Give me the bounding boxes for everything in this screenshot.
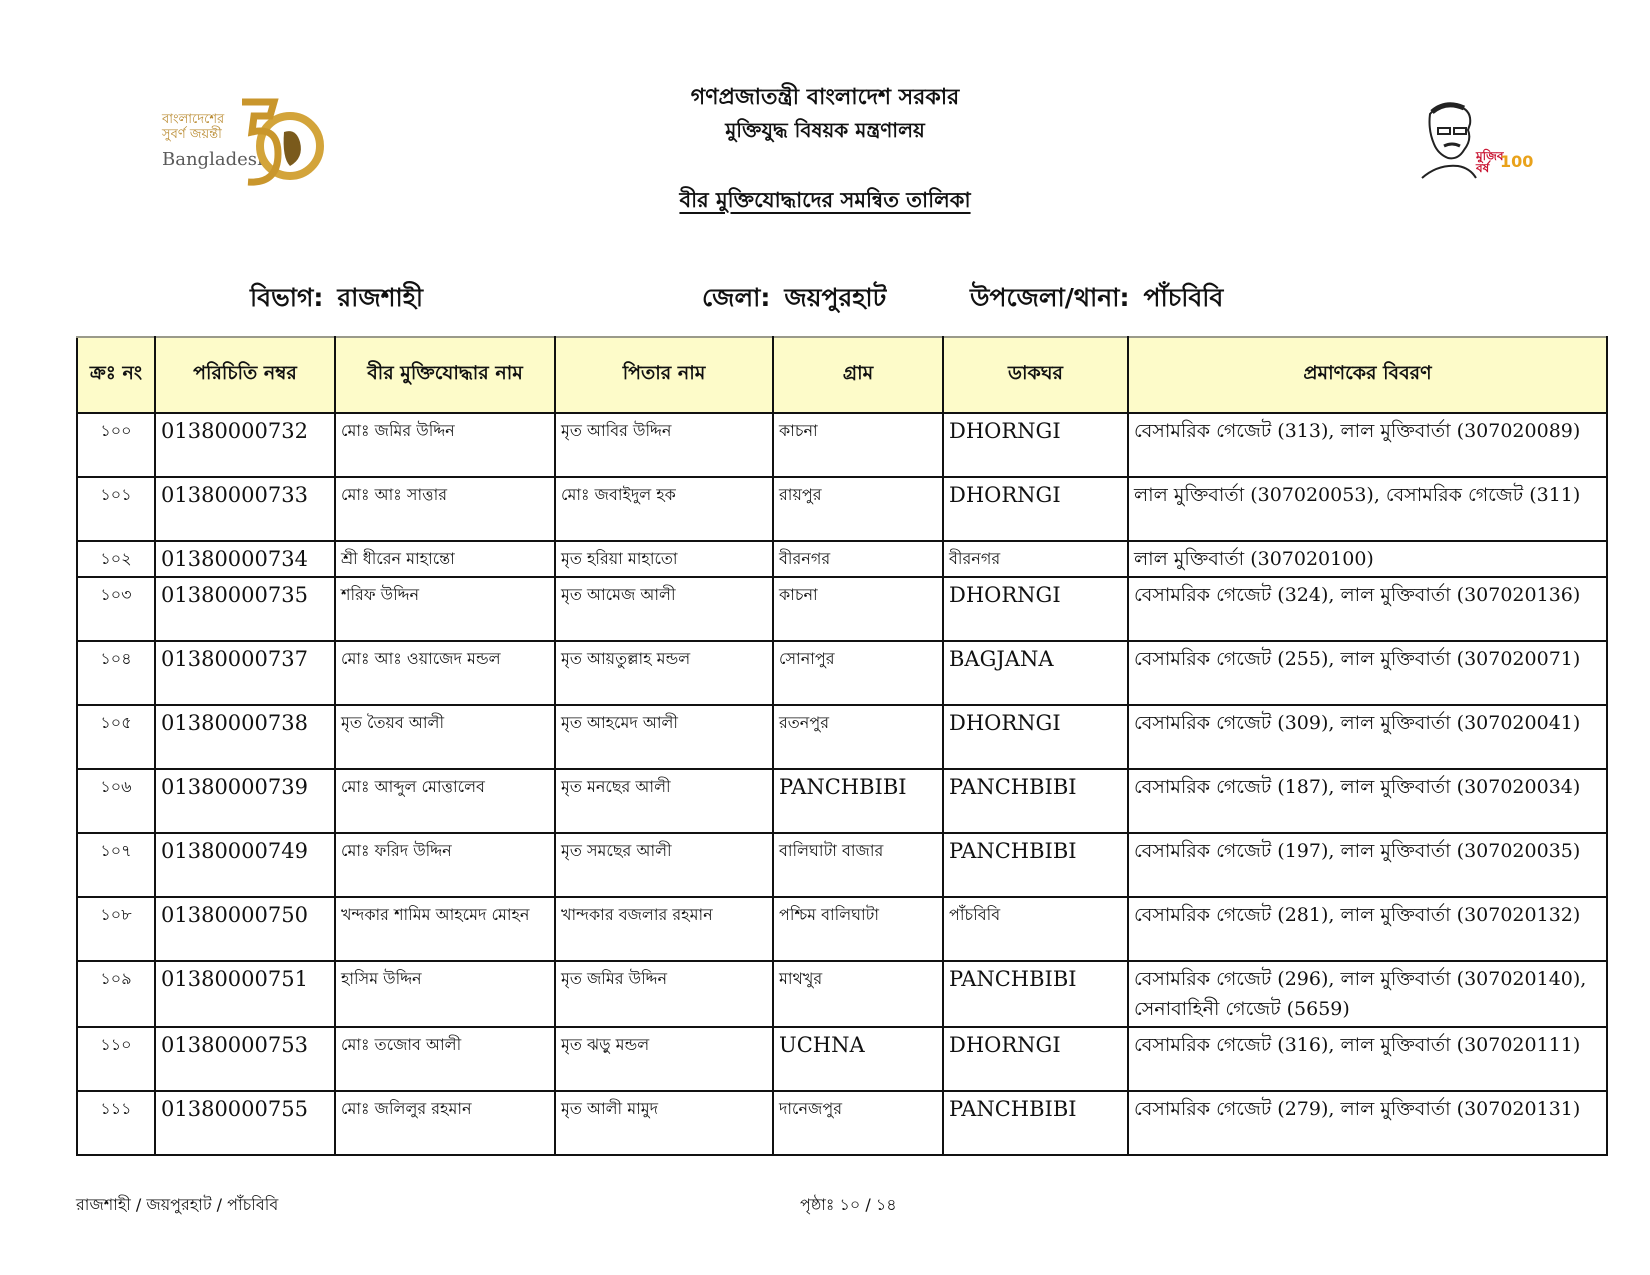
- column-header-serial: ক্রঃ নং: [77, 337, 155, 413]
- cell-father: মৃত জমির উদ্দিন: [555, 961, 773, 1027]
- freedom-fighters-table: [76, 336, 1608, 1156]
- division-value: রাজশাহী: [337, 283, 424, 312]
- cell-name: শ্রী ধীরেন মাহান্তো: [335, 541, 555, 577]
- cell-name: মোঃ আঃ ওয়াজেদ মন্ডল: [335, 641, 555, 705]
- cell-id: 01380000753: [155, 1027, 335, 1091]
- cell-serial: ১০৬: [77, 769, 155, 833]
- cell-serial: ১০৭: [77, 833, 155, 897]
- cell-serial: ১০৯: [77, 961, 155, 1027]
- cell-father: মৃত আমেজ আলী: [555, 577, 773, 641]
- cell-name: খন্দকার শামিম আহমেদ মোহন: [335, 897, 555, 961]
- cell-id: 01380000734: [155, 541, 335, 577]
- cell-father: মৃত আহমেদ আলী: [555, 705, 773, 769]
- cell-proof: বেসামরিক গেজেট (255), লাল মুক্তিবার্তা (307020071): [1128, 641, 1607, 705]
- cell-serial: ১০৩: [77, 577, 155, 641]
- cell-id: 01380000732: [155, 413, 335, 477]
- cell-father: মৃত মনছের আলী: [555, 769, 773, 833]
- cell-post-office: BAGJANA: [943, 641, 1128, 705]
- table-row: [77, 705, 1607, 769]
- table-row: [77, 577, 1607, 641]
- cell-village: পশ্চিম বালিঘাটা: [773, 897, 943, 961]
- district-label: জেলা:: [702, 283, 771, 312]
- cell-post-office: DHORNGI: [943, 413, 1128, 477]
- cell-name: মোঃ ফরিদ উদ্দিন: [335, 833, 555, 897]
- cell-id: 01380000737: [155, 641, 335, 705]
- district-field: [702, 278, 886, 321]
- footer-location: রাজশাহী / জয়পুরহাট / পাঁচবিবি: [76, 1195, 279, 1214]
- cell-serial: ১০২: [77, 541, 155, 577]
- cell-post-office: বীরনগর: [943, 541, 1128, 577]
- cell-name: মোঃ আব্দুল মোত্তালেব: [335, 769, 555, 833]
- cell-name: মৃত তৈয়ব আলী: [335, 705, 555, 769]
- upazila-label: উপজেলা/থানা:: [970, 283, 1130, 312]
- column-header-father: পিতার নাম: [555, 337, 773, 413]
- table-row: [77, 833, 1607, 897]
- column-header-proof: প্রমাণকের বিবরণ: [1128, 337, 1607, 413]
- cell-id: 01380000755: [155, 1091, 335, 1155]
- cell-proof: বেসামরিক গেজেট (279), লাল মুক্তিবার্তা (307020131): [1128, 1091, 1607, 1155]
- ministry-title: মুক্তিযুদ্ধ বিষয়ক মন্ত্রণালয়: [725, 118, 925, 142]
- table-header-row: [77, 337, 1607, 413]
- cell-id: 01380000733: [155, 477, 335, 541]
- district-value: জয়পুরহাট: [784, 283, 887, 312]
- upazila-field: [970, 278, 1223, 321]
- cell-post-office: পাঁচবিবি: [943, 897, 1128, 961]
- division-field: [250, 278, 423, 321]
- column-header-village: গ্রাম: [773, 337, 943, 413]
- cell-name: শরিফ উদ্দিন: [335, 577, 555, 641]
- upazila-value: পাঁচবিবি: [1143, 283, 1224, 312]
- cell-proof: বেসামরিক গেজেট (313), লাল মুক্তিবার্তা (307020089): [1128, 413, 1607, 477]
- cell-serial: ১০০: [77, 413, 155, 477]
- cell-post-office: PANCHBIBI: [943, 961, 1128, 1027]
- cell-proof: বেসামরিক গেজেট (197), লাল মুক্তিবার্তা (307020035): [1128, 833, 1607, 897]
- logo-left-bengali-text: বাংলাদেশের সুবর্ণ জয়ন্তী: [162, 112, 225, 142]
- cell-father: মৃত সমছের আলী: [555, 833, 773, 897]
- cell-village: বালিঘাটা বাজার: [773, 833, 943, 897]
- cell-proof: বেসামরিক গেজেট (187), লাল মুক্তিবার্তা (307020034): [1128, 769, 1607, 833]
- cell-id: 01380000739: [155, 769, 335, 833]
- cell-village: দানেজপুর: [773, 1091, 943, 1155]
- cell-village: রতনপুর: [773, 705, 943, 769]
- column-header-name: বীর মুক্তিযোদ্ধার নাম: [335, 337, 555, 413]
- cell-father: মৃত হরিয়া মাহাতো: [555, 541, 773, 577]
- cell-proof: বেসামরিক গেজেট (296), লাল মুক্তিবার্তা (307020140), সেনাবাহিনী গেজেট (5659): [1128, 961, 1607, 1027]
- cell-village: বীরনগর: [773, 541, 943, 577]
- logo-right-year: 100: [1500, 152, 1534, 171]
- page-number: পৃষ্ঠাঃ ১০ / ১৪: [800, 1195, 897, 1214]
- cell-serial: ১০৫: [77, 705, 155, 769]
- cell-name: মোঃ তজোব আলী: [335, 1027, 555, 1091]
- logo-right-text: মুজিব বর্ষ: [1476, 149, 1504, 175]
- cell-id: 01380000750: [155, 897, 335, 961]
- cell-proof: বেসামরিক গেজেট (309), লাল মুক্তিবার্তা (307020041): [1128, 705, 1607, 769]
- government-title: গণপ্রজাতন্ত্রী বাংলাদেশ সরকার: [690, 85, 960, 110]
- table-row: [77, 897, 1607, 961]
- cell-proof: বেসামরিক গেজেট (316), লাল মুক্তিবার্তা (307020111): [1128, 1027, 1607, 1091]
- cell-father: মোঃ জবাইদুল হক: [555, 477, 773, 541]
- table-row: [77, 961, 1607, 1027]
- cell-post-office: PANCHBIBI: [943, 833, 1128, 897]
- table-row: [77, 1091, 1607, 1155]
- cell-village: রায়পুর: [773, 477, 943, 541]
- cell-name: মোঃ আঃ সাত্তার: [335, 477, 555, 541]
- cell-father: মৃত আবির উদ্দিন: [555, 413, 773, 477]
- cell-village: কাচনা: [773, 577, 943, 641]
- table-row: [77, 541, 1607, 577]
- cell-id: 01380000738: [155, 705, 335, 769]
- cell-proof: বেসামরিক গেজেট (324), লাল মুক্তিবার্তা (307020136): [1128, 577, 1607, 641]
- table-row: [77, 769, 1607, 833]
- cell-proof: লাল মুক্তিবার্তা (307020100): [1128, 541, 1607, 577]
- cell-serial: ১১১: [77, 1091, 155, 1155]
- cell-village: মাথখুর: [773, 961, 943, 1027]
- cell-village: কাচনা: [773, 413, 943, 477]
- cell-post-office: DHORNGI: [943, 477, 1128, 541]
- page-title: [0, 184, 1650, 219]
- cell-father: মৃত আলী মামুদ: [555, 1091, 773, 1155]
- cell-father: মৃত ঝড়ু মন্ডল: [555, 1027, 773, 1091]
- cell-name: মোঃ জমির উদ্দিন: [335, 413, 555, 477]
- cell-post-office: PANCHBIBI: [943, 769, 1128, 833]
- cell-village: সোনাপুর: [773, 641, 943, 705]
- table-row: [77, 1027, 1607, 1091]
- table-row: [77, 477, 1607, 541]
- division-label: বিভাগ:: [250, 283, 324, 312]
- table-row: [77, 413, 1607, 477]
- cell-post-office: DHORNGI: [943, 705, 1128, 769]
- cell-father: মৃত আয়তুল্লাহ মন্ডল: [555, 641, 773, 705]
- page-title-text: বীর মুক্তিযোদ্ধাদের সমন্বিত তালিকা: [679, 188, 971, 212]
- cell-name: মোঃ জলিলুর রহমান: [335, 1091, 555, 1155]
- cell-village: UCHNA: [773, 1027, 943, 1091]
- cell-id: 01380000735: [155, 577, 335, 641]
- logo-left-english-text: Bangladesh: [162, 149, 269, 170]
- cell-proof: বেসামরিক গেজেট (281), লাল মুক্তিবার্তা (307020132): [1128, 897, 1607, 961]
- column-header-id: পরিচিতি নম্বর: [155, 337, 335, 413]
- cell-name: হাসিম উদ্দিন: [335, 961, 555, 1027]
- cell-serial: ১০১: [77, 477, 155, 541]
- cell-serial: ১১০: [77, 1027, 155, 1091]
- cell-post-office: DHORNGI: [943, 577, 1128, 641]
- cell-village: PANCHBIBI: [773, 769, 943, 833]
- column-header-post-office: ডাকঘর: [943, 337, 1128, 413]
- cell-id: 01380000751: [155, 961, 335, 1027]
- cell-post-office: DHORNGI: [943, 1027, 1128, 1091]
- cell-post-office: PANCHBIBI: [943, 1091, 1128, 1155]
- cell-serial: ১০৪: [77, 641, 155, 705]
- cell-serial: ১০৮: [77, 897, 155, 961]
- table-row: [77, 641, 1607, 705]
- cell-id: 01380000749: [155, 833, 335, 897]
- cell-proof: লাল মুক্তিবার্তা (307020053), বেসামরিক গেজেট (311): [1128, 477, 1607, 541]
- cell-father: খান্দকার বজলার রহমান: [555, 897, 773, 961]
